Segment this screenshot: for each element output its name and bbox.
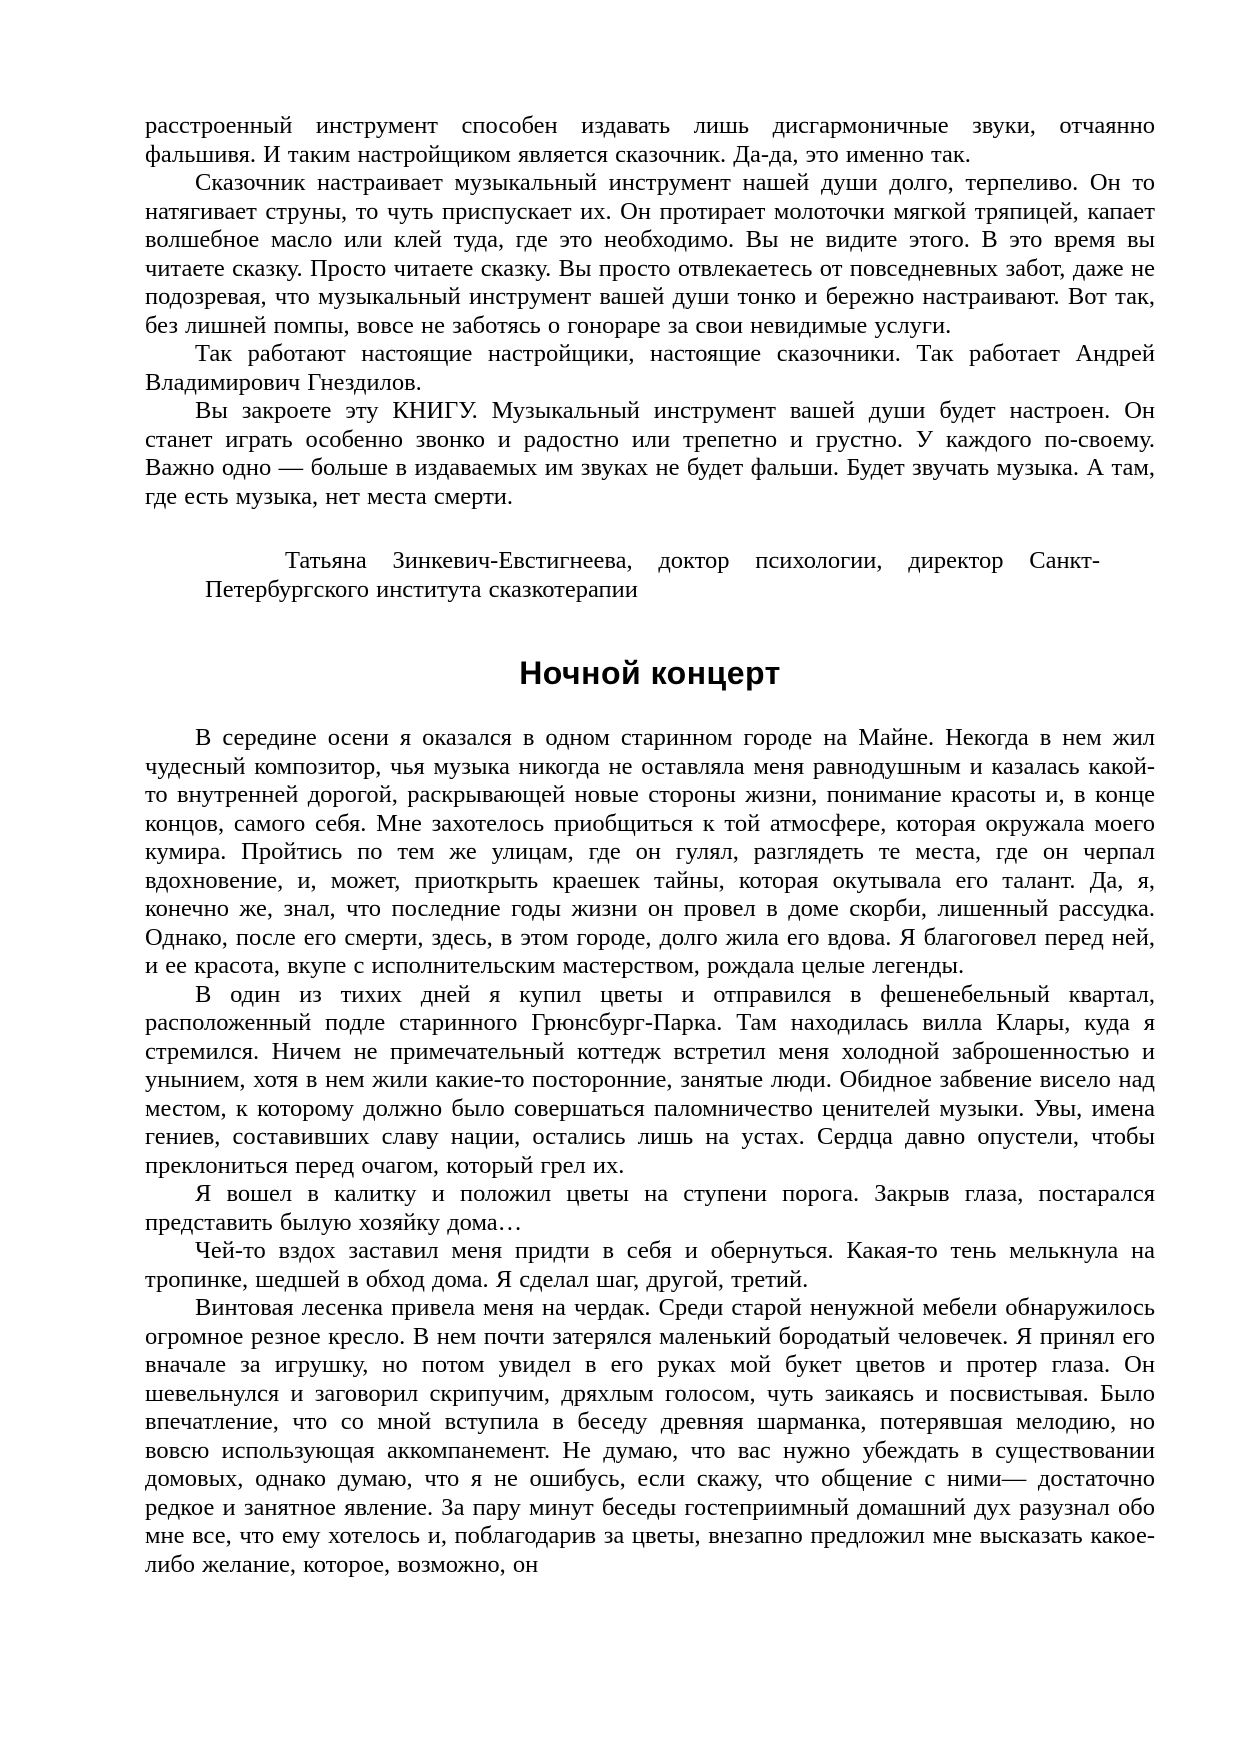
page-text-block — [145, 112, 1155, 1579]
paragraph: Вы закроете эту КНИГУ. Музыкальный инструмент вашей души будет настроен. Он станет играть особенно звонко и радостно или трепетно и грустно. У каждого по-своему. Важно одно — больше в издаваемых им звуках не будет фальши. Будет звучать музыка. А там, где есть музыка, нет места смерти. — [145, 397, 1155, 510]
paragraph: В середине осени я оказался в одном старинном городе на Майне. Некогда в нем жил чудесный композитор, чья музыка никогда не оставляла меня равнодушным и казалась какой-то внутренней дорогой, раскрывающей новые стороны жизни, понимание красоты и, в конце концов, самого себя. Мне захотелось приобщиться к той атмосфере, которая окружала моего кумира. Пройтись по тем же улицам, где он гулял, разглядеть те места, где он черпал вдохновение, и, может, приоткрыть краешек тайны, которая окутывала его талант. Да, я, конечно же, знал, что последние годы жизни он провел в доме скорби, лишенный рассудка. Однако, после его смерти, здесь, в этом городе, долго жила его вдова. Я благоговел перед ней, и ее красота, вкупе с исполнительским мастерством, рождала целые легенды. — [145, 724, 1155, 979]
paragraph: В один из тихих дней я купил цветы и отправился в фешенебельный квартал, расположенный подле старинного Грюнсбург-Парка. Там находилась вилла Клары, куда я стремился. Ничем не примечательный коттедж встретил меня холодной заброшенностью и унынием, хотя в нем жили какие-то посторонние, занятые люди. Обидное забвение висело над местом, к которому должно было совершаться паломничество ценителей музыки. Увы, имена гениев, составивших славу нации, остались лишь на устах. Сердца давно опустели, чтобы преклониться перед очагом, который грел их. — [145, 980, 1155, 1179]
paragraph: Чей-то вздох заставил меня придти в себя и обернуться. Какая-то тень мелькнула на тропинке, шедшей в обход дома. Я сделал шаг, другой, третий. — [145, 1237, 1155, 1293]
paragraph: Сказочник настраивает музыкальный инструмент нашей души долго, терпеливо. Он то натягивает струны, то чуть приспускает их. Он протирает молоточки мягкой тряпицей, капает волшебное масло или клей туда, где это необходимо. Вы не видите этого. В это время вы читаете сказку. Просто читаете сказку. Вы просто отвлекаетесь от повседневных забот, даже не подозревая, что музыкальный инструмент вашей души тонко и бережно настраивают. Вот так, без лишней помпы, вовсе не заботясь о гонораре за свои невидимые услуги. — [145, 169, 1155, 339]
paragraph: Винтовая лесенка привела меня на чердак. Среди старой ненужной мебели обнаружилось огромное резное кресло. В нем почти затерялся маленький бородатый человечек. Я принял его вначале за игрушку, но потом увидел в его руках мой букет цветов и протер глаза. Он шевельнулся и заговорил скрипучим, дряхлым голосом, чуть заикаясь и посвистывая. Было впечатление, что со мной вступила в беседу древняя шарманка, потерявшая мелодию, но вовсю использующая аккомпанемент. Не думаю, что вас нужно убеждать в существовании домовых, однако думаю, что я не ошибусь, если скажу, что общение с ними— достаточно редкое и занятное явление. За пару минут беседы гостеприимный домашний дух разузнал обо мне все, что ему хотелось и, поблагодарив за цветы, внезапно предложил мне высказать какое-либо желание, которое, возможно, он — [145, 1294, 1155, 1578]
section-title: Ночной концерт — [519, 655, 781, 691]
paragraph: Так работают настоящие настройщики, настоящие сказочники. Так работает Андрей Владимирович Гнездилов. — [145, 340, 1155, 396]
paragraph: расстроенный инструмент способен издавать лишь дисгармоничные звуки, отчаянно фальшивя. И таким настройщиком является сказочник. Да-да, это именно так. — [145, 112, 1155, 168]
author-attribution: Татьяна Зинкевич-Евстигнеева, доктор психологии, директор Санкт-Петербургского института сказкотерапии — [205, 547, 1100, 603]
paragraph: Я вошел в калитку и положил цветы на ступени порога. Закрыв глаза, постарался представить былую хозяйку дома… — [145, 1180, 1155, 1236]
